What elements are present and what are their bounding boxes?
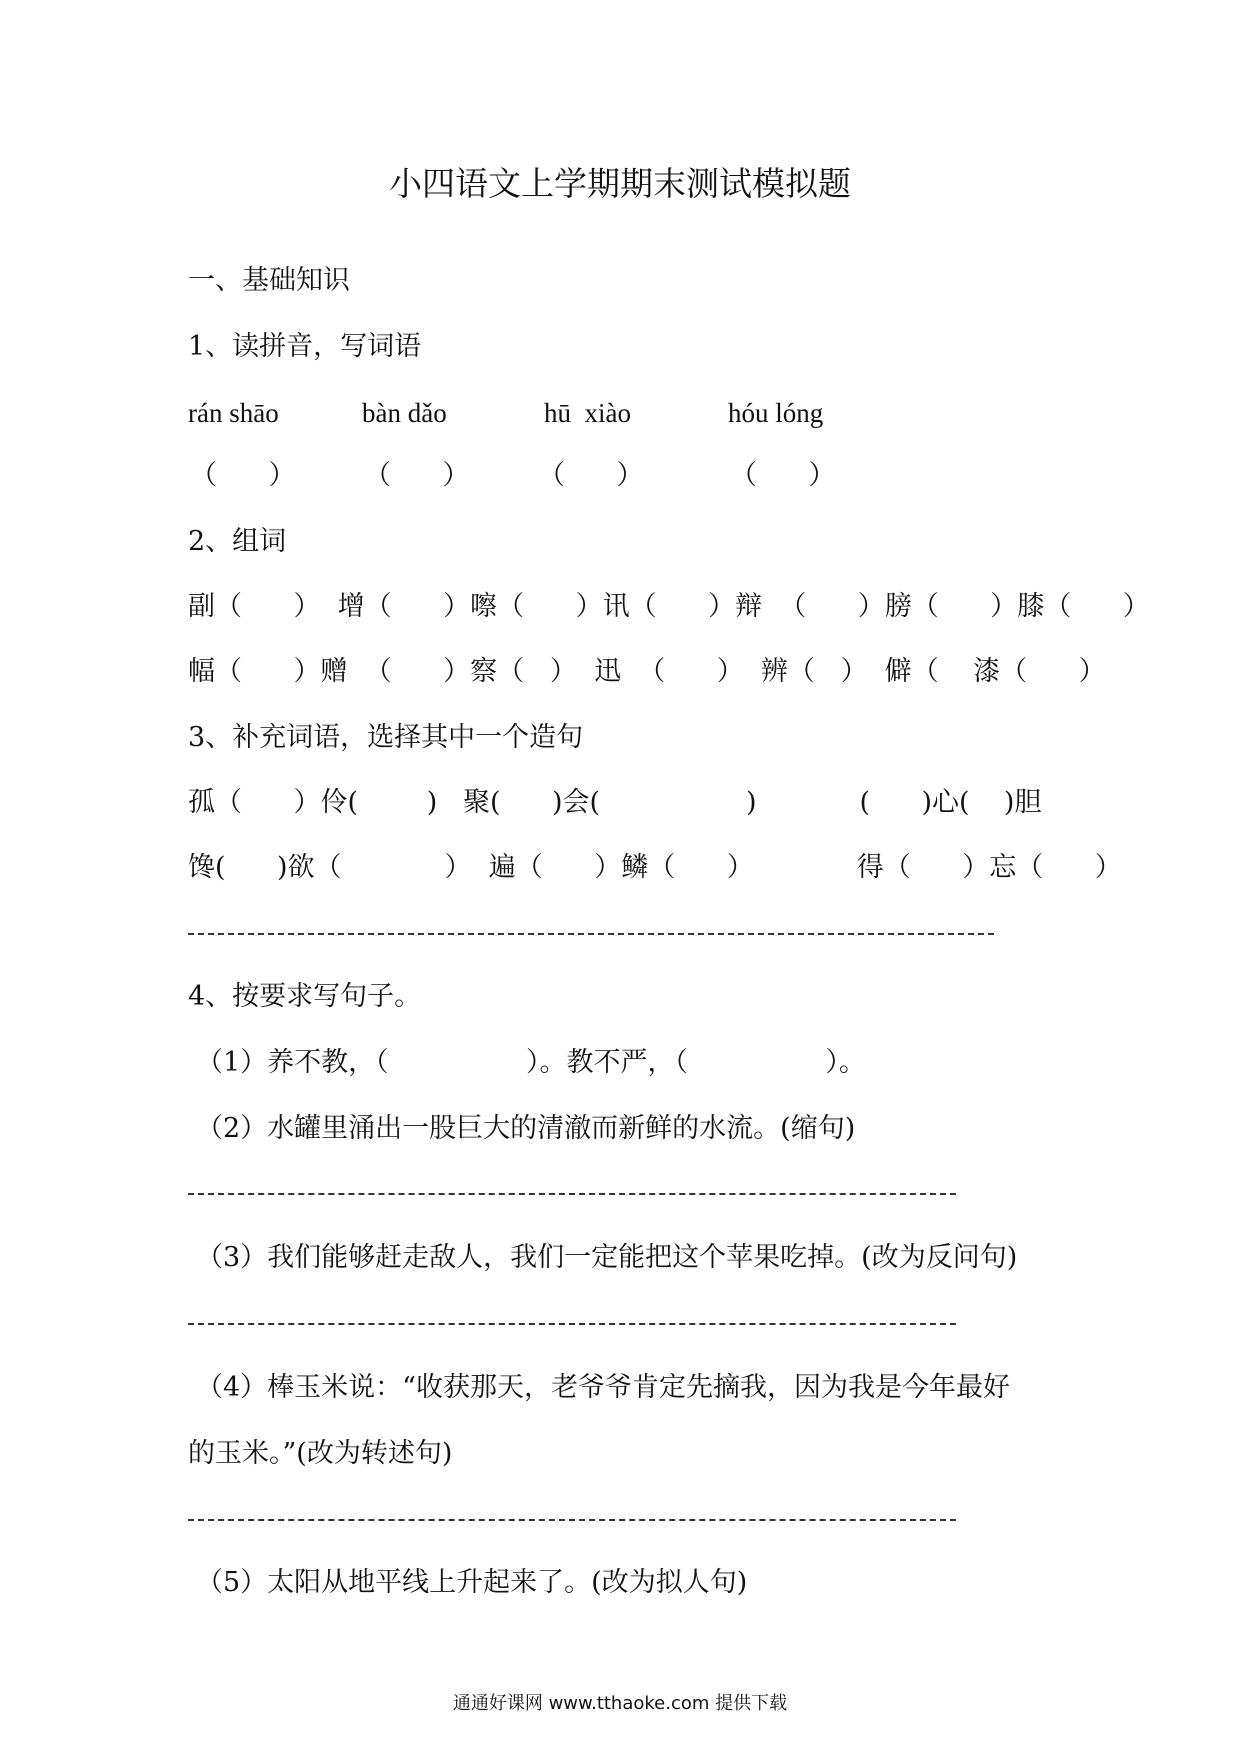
answer-blank-1[interactable]: （ ） — [190, 460, 296, 491]
section-heading-basics: 一、基础知识 — [188, 265, 350, 296]
pinyin-1: rán shāo — [188, 398, 279, 428]
answer-line-4[interactable] — [188, 1519, 956, 1521]
answer-line-2[interactable] — [188, 1193, 956, 1195]
idiom-row-1: 孤（ ）伶( ) 聚( )会( ) ( )心( )胆 — [188, 787, 1042, 818]
sentence-1: （1）养不教，（ ）。教不严，（ ）。 — [196, 1047, 866, 1078]
page-title: 小四语文上学期期末测试模拟题 — [389, 164, 851, 203]
answer-blank-4[interactable]: （ ） — [730, 460, 836, 491]
answer-line-1[interactable] — [188, 933, 994, 935]
question-3-heading: 3、补充词语，选择其中一个造句 — [188, 722, 584, 753]
question-1-heading: 1、读拼音，写词语 — [188, 331, 422, 362]
pinyin-2: bàn dǎo — [362, 398, 447, 428]
sentence-5: （5）太阳从地平线上升起来了。(改为拟人句) — [196, 1567, 748, 1598]
word-group-row-1: 副（ ） 增（ ）嚓（ ）讯（ ）辩 （ ）膀（ ）膝（ ） — [188, 591, 1150, 622]
answer-line-3[interactable] — [188, 1323, 956, 1325]
pinyin-4: hóu lóng — [728, 398, 824, 428]
sentence-4-line-1: （4）棒玉米说：“收获那天，老爷爷肯定先摘我，因为我是今年最好 — [196, 1372, 1010, 1403]
question-4-heading: 4、按要求写句子。 — [188, 981, 422, 1012]
answer-blank-2[interactable]: （ ） — [364, 460, 470, 491]
sentence-2: （2）水罐里涌出一股巨大的清澈而新鲜的水流。(缩句) — [196, 1113, 856, 1144]
answer-blank-3[interactable]: （ ） — [538, 460, 644, 491]
word-group-row-2: 幅（ ）赠 （ ）察（ ） 迅 （ ） 辨（ ） 僻（ 漆（ ） — [188, 656, 1106, 687]
question-2-heading: 2、组词 — [188, 526, 287, 557]
sentence-3: （3）我们能够赶走敌人，我们一定能把这个苹果吃掉。(改为反问句) — [196, 1242, 1018, 1273]
footer-credit: 通通好课网 www.tthaoke.com 提供下载 — [452, 1693, 788, 1714]
sentence-4-line-2: 的玉米。”(改为转述句) — [188, 1438, 453, 1469]
idiom-row-2: 馋( )欲（ ） 遍（ ）鳞（ ） 得（ ）忘（ ） — [188, 852, 1122, 883]
pinyin-3: hū xiào — [544, 398, 631, 428]
